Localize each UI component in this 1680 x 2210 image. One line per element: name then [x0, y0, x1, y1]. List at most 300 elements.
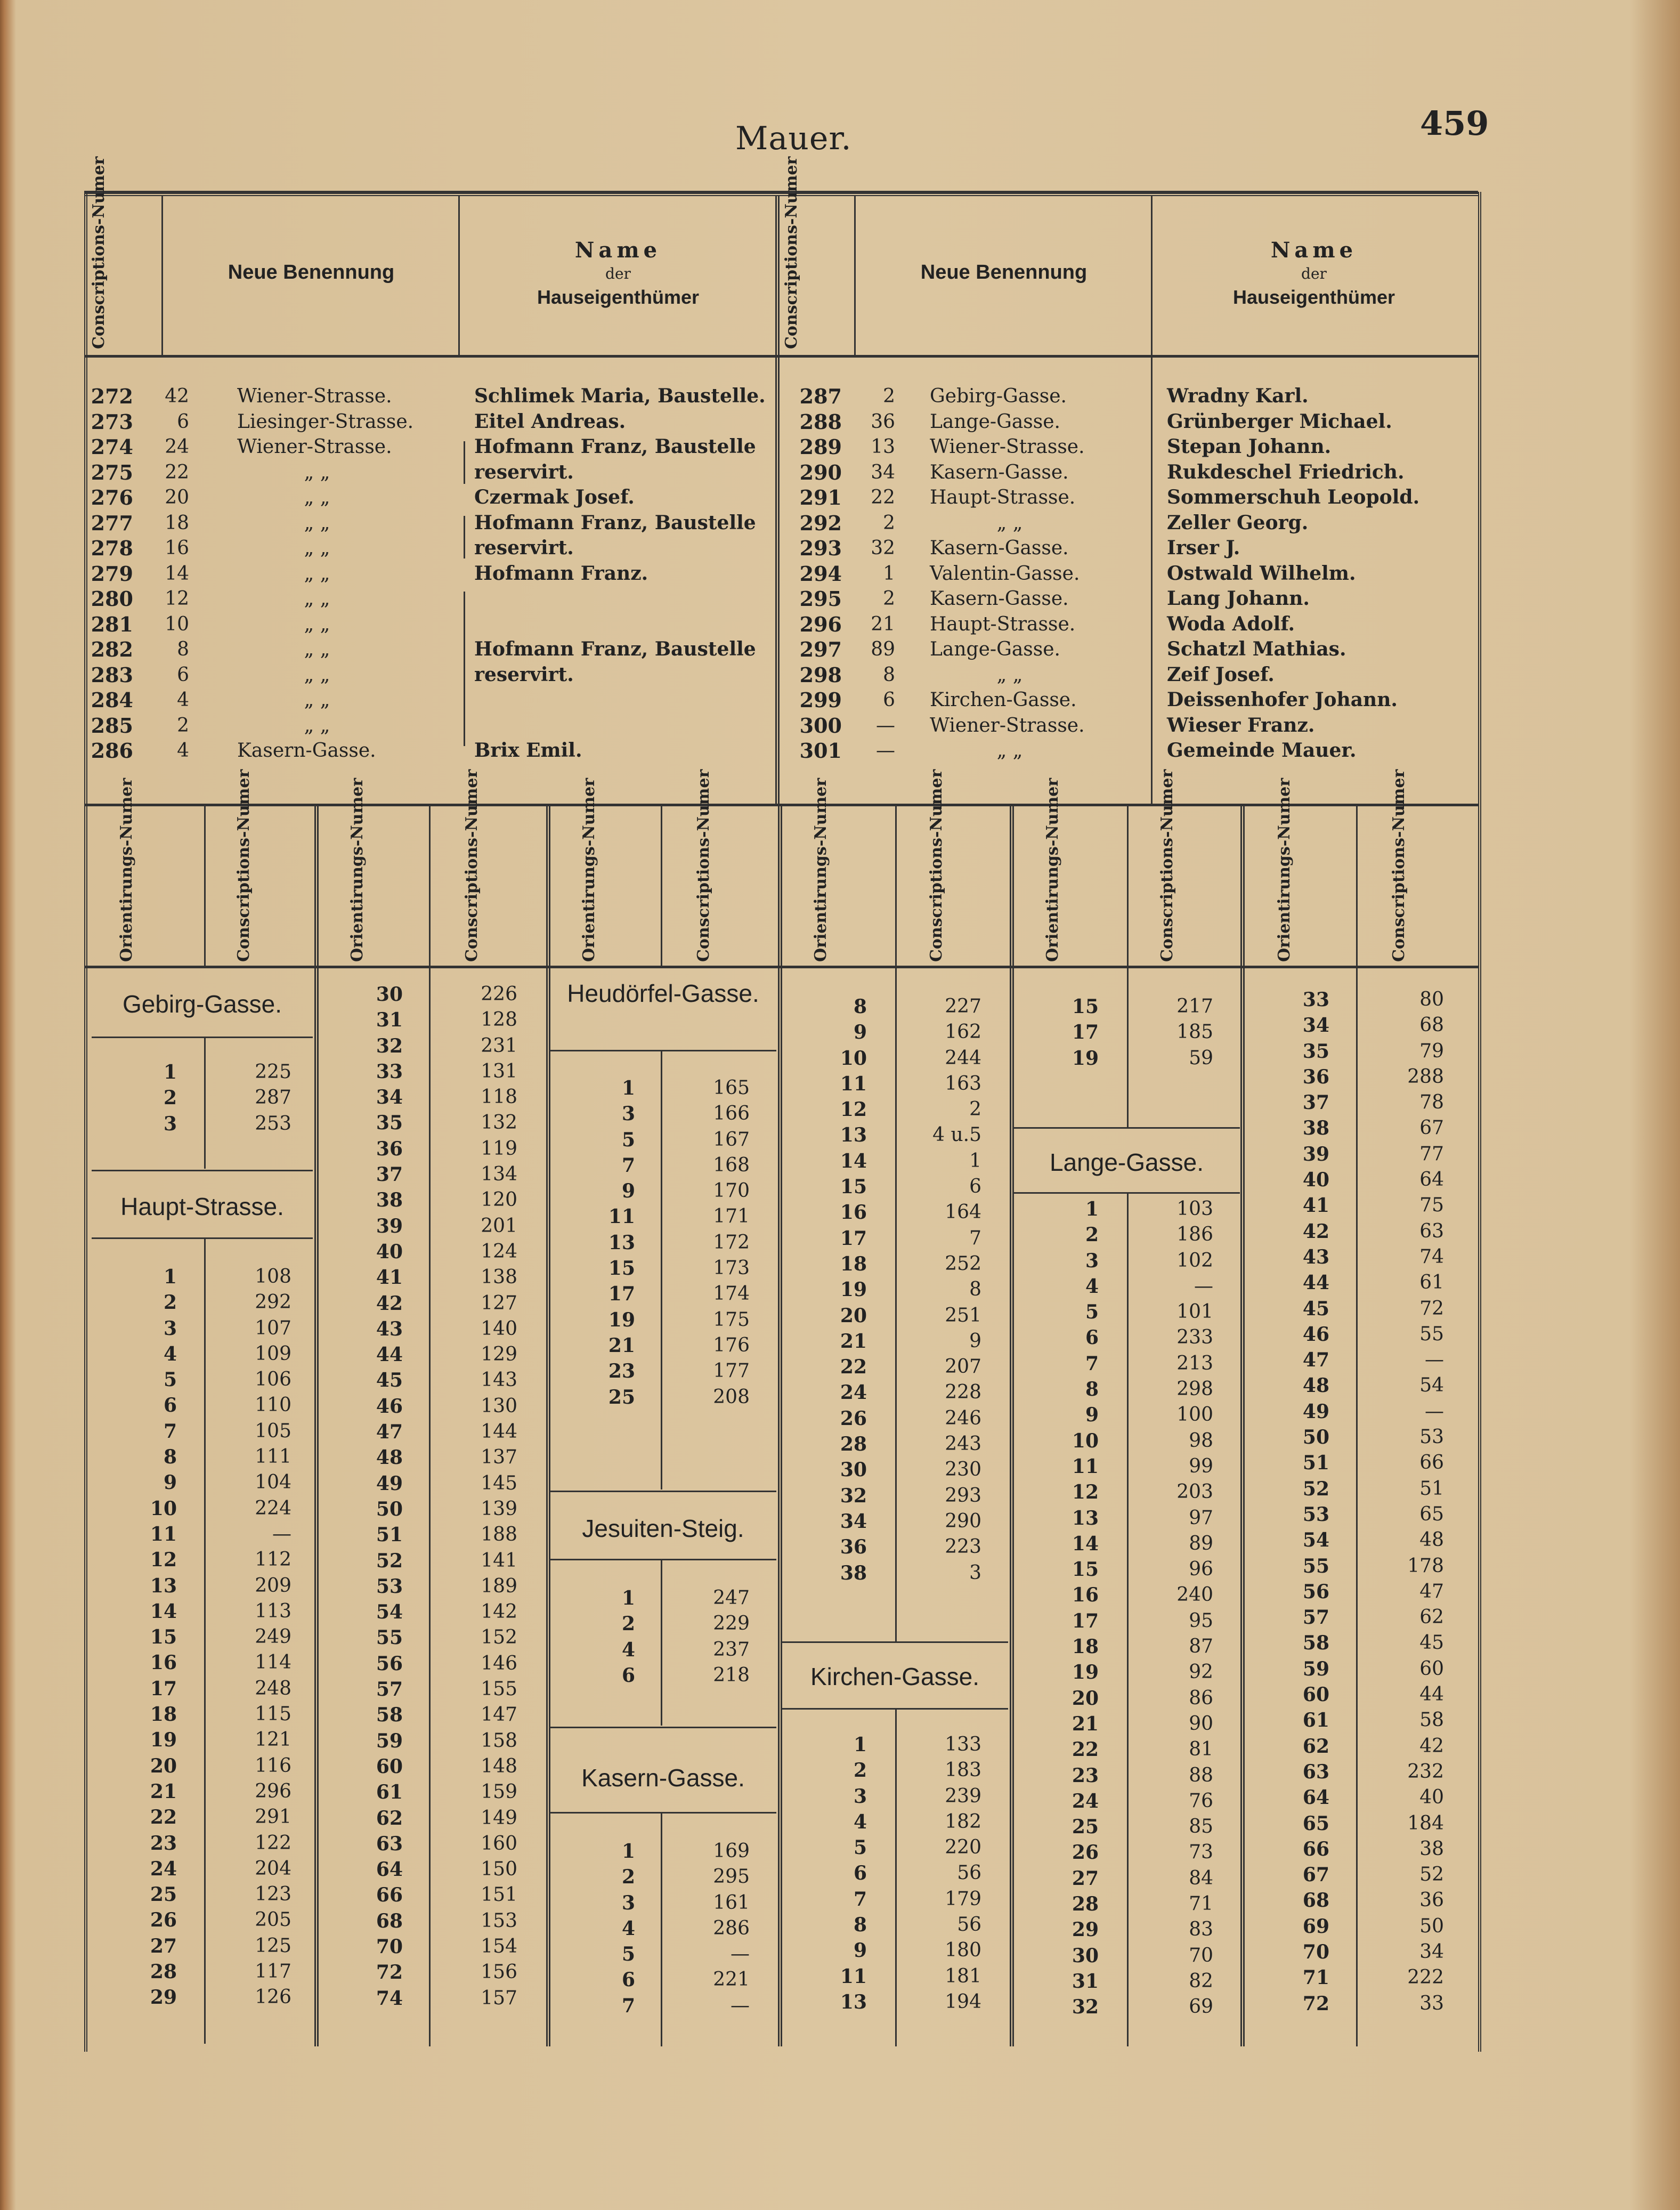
- conscription-number: 70: [1189, 1944, 1213, 1966]
- list-item: [1244, 1734, 1471, 1759]
- conscription-number: 298: [1176, 1378, 1213, 1401]
- conscription-number: 137: [481, 1446, 517, 1469]
- list-item: [782, 1938, 1008, 1963]
- list-item: [1244, 1167, 1471, 1193]
- conscription-number: 86: [1189, 1687, 1213, 1709]
- conscription-number: 38: [1419, 1837, 1444, 1860]
- orientation-number: 21: [840, 1330, 867, 1353]
- orientation-number: 46: [1302, 1323, 1329, 1346]
- orientation-number: 20: [840, 1304, 867, 1327]
- orientation-number: 5: [621, 1943, 635, 1966]
- conscription-number: 6: [969, 1176, 981, 1198]
- list-item: [318, 1908, 544, 1934]
- orientation-number: 6: [621, 1969, 635, 1992]
- orientation-number: 37: [1302, 1091, 1329, 1114]
- list-item: [550, 1890, 776, 1916]
- orientation-number: 7: [853, 1888, 867, 1911]
- conscription-number: —: [1425, 1400, 1444, 1422]
- list-item: [318, 1316, 544, 1342]
- conscription-number: 243: [945, 1433, 981, 1455]
- list-item: [92, 1393, 313, 1418]
- orientation-number: 57: [1302, 1606, 1329, 1629]
- orientation-number: 17: [150, 1677, 177, 1700]
- consc-header: Conscriptions-Numer: [694, 769, 713, 962]
- house-number: 13: [871, 436, 895, 458]
- orient-header: Orientirungs-Numer: [348, 778, 367, 962]
- street-name: „ „: [304, 613, 330, 635]
- street-name: „ „: [996, 663, 1023, 686]
- orientation-number: 20: [1072, 1687, 1099, 1710]
- list-item: [782, 1912, 1008, 1938]
- conscription-number: 62: [1419, 1606, 1444, 1629]
- list-item: [318, 1471, 544, 1496]
- orientation-number: 41: [1302, 1194, 1329, 1217]
- house-number: 89: [871, 638, 895, 660]
- conscription-number: 76: [1189, 1790, 1213, 1812]
- conscription-number: 132: [481, 1112, 517, 1134]
- street-name: Wiener-Strasse.: [930, 714, 1085, 736]
- orientation-number: 58: [376, 1704, 403, 1727]
- orientation-number: 14: [150, 1600, 177, 1623]
- conscription-number: 58: [1419, 1709, 1444, 1731]
- list-item: [782, 1483, 1008, 1509]
- conscription-number: 71: [1189, 1893, 1213, 1915]
- orientation-number: 15: [150, 1626, 177, 1649]
- list-item: [1244, 1270, 1471, 1296]
- conscription-number: 118: [481, 1086, 517, 1108]
- orientation-number: 13: [1072, 1507, 1099, 1529]
- list-item: [318, 1677, 544, 1702]
- orientation-number: 2: [163, 1291, 177, 1314]
- orientation-number: 38: [1302, 1117, 1329, 1140]
- consc-number: 290: [799, 460, 842, 484]
- owner-name: Gemeinde Mauer.: [1167, 739, 1357, 762]
- conscription-number: 183: [945, 1759, 981, 1782]
- consc-number: 282: [91, 637, 133, 661]
- rule: [782, 1641, 1008, 1643]
- orientation-number: 6: [853, 1862, 867, 1885]
- house-number: 14: [165, 562, 189, 585]
- orientation-number: 70: [376, 1935, 403, 1958]
- street-name: Haupt-Strasse.: [930, 613, 1076, 635]
- street-name: Wiener-Strasse.: [237, 385, 392, 407]
- conscription-number: 295: [713, 1866, 750, 1888]
- list-item: [1013, 1196, 1240, 1222]
- list-item: [1244, 1502, 1471, 1527]
- orientation-number: 63: [376, 1832, 403, 1855]
- orientation-number: 40: [376, 1240, 403, 1263]
- conscription-number: 179: [945, 1888, 981, 1910]
- orientation-number: 35: [376, 1112, 403, 1135]
- list-item: [550, 1839, 776, 1864]
- divider: [458, 196, 460, 355]
- list-item: [550, 1637, 776, 1663]
- orientation-number: 53: [1302, 1503, 1329, 1526]
- conscription-number: 1: [969, 1149, 981, 1172]
- consc-number: 292: [799, 511, 842, 535]
- conscription-number: 72: [1419, 1297, 1444, 1319]
- list-item: [1013, 1019, 1240, 1045]
- conscription-number: 60: [1419, 1657, 1444, 1680]
- conscription-number: 34: [1419, 1940, 1444, 1963]
- orientation-number: 2: [163, 1087, 177, 1110]
- orientation-number: 67: [1302, 1864, 1329, 1887]
- list-item: [318, 1651, 544, 1677]
- gebirg-gasse-list: [92, 1059, 313, 1137]
- brace: [464, 516, 465, 558]
- orientation-number: 30: [1072, 1944, 1099, 1967]
- conscription-number: 177: [713, 1360, 750, 1382]
- orientation-number: 23: [1072, 1764, 1099, 1787]
- table-row: [783, 561, 1476, 587]
- list-item: [1013, 1788, 1240, 1814]
- conscription-number: 149: [481, 1807, 517, 1829]
- divider: [161, 196, 163, 355]
- street-name: Haupt-Strasse.: [930, 487, 1076, 508]
- conscription-number: 170: [713, 1180, 750, 1202]
- street-name: Kasern-Gasse.: [237, 740, 376, 762]
- orientation-number: 1: [853, 1734, 867, 1756]
- house-number: 22: [871, 487, 895, 508]
- table-row: [783, 713, 1476, 739]
- conscription-number: 184: [1407, 1812, 1444, 1834]
- orient-header: Orientirungs-Numer: [811, 778, 830, 962]
- list-item: [1244, 1450, 1471, 1476]
- conscription-number: 84: [1189, 1867, 1213, 1889]
- conscription-number: 144: [481, 1421, 517, 1443]
- list-item: [1244, 1888, 1471, 1913]
- house-number: 8: [177, 638, 189, 660]
- table-row: [783, 536, 1476, 561]
- orientation-number: 9: [1085, 1404, 1099, 1427]
- owner-name: Zeller Georg.: [1167, 511, 1309, 534]
- table-row: [783, 738, 1476, 764]
- list-item: [92, 1599, 313, 1624]
- conscription-number: 85: [1189, 1816, 1213, 1838]
- conscription-number: 89: [1189, 1532, 1213, 1555]
- list-item: [782, 1329, 1008, 1354]
- conscription-number: 290: [945, 1510, 981, 1532]
- street-name: „ „: [304, 638, 330, 660]
- name-header-right: Name der Hauseigenthümer: [1232, 238, 1395, 308]
- list-item: [92, 1470, 313, 1495]
- consc-number: 283: [91, 662, 133, 687]
- orientation-number: 35: [1302, 1040, 1329, 1063]
- list-item: [1244, 1836, 1471, 1862]
- orientation-number: 3: [621, 1891, 635, 1914]
- conscription-number: 247: [713, 1587, 750, 1609]
- list-item: [1013, 1377, 1240, 1402]
- list-item: [318, 1702, 544, 1728]
- conscription-number: 56: [957, 1914, 981, 1936]
- conscription-number: 103: [1176, 1198, 1213, 1220]
- orientation-number: 13: [150, 1574, 177, 1597]
- conscription-number: 54: [1419, 1374, 1444, 1397]
- consc-number: 275: [91, 460, 133, 484]
- orientation-number: 61: [376, 1781, 403, 1804]
- list-item: [782, 1148, 1008, 1174]
- conscriptions-header-left: Conscriptions-Numer: [90, 156, 108, 349]
- orientation-number: 25: [608, 1386, 635, 1408]
- orientation-number: 11: [1072, 1455, 1099, 1478]
- table-row: [91, 687, 773, 713]
- conscription-number: 117: [255, 1961, 291, 1983]
- orientation-number: 25: [1072, 1816, 1099, 1839]
- list-item: [1244, 1219, 1471, 1244]
- owner-name: reservirt.: [474, 537, 574, 559]
- list-item: [1244, 1939, 1471, 1965]
- house-number: —: [876, 740, 895, 762]
- orientation-number: 7: [163, 1420, 177, 1443]
- orientation-number: 31: [1072, 1970, 1099, 1993]
- list-item: [782, 1989, 1008, 2015]
- orientation-number: 22: [840, 1356, 867, 1379]
- conscription-number: 156: [481, 1961, 517, 1984]
- orientation-number: 33: [376, 1060, 403, 1083]
- consc-number: 288: [799, 409, 842, 434]
- list-item: [92, 1831, 313, 1856]
- orientation-number: 15: [1072, 1558, 1099, 1581]
- consc-number: 286: [91, 739, 133, 763]
- rule: [550, 1491, 776, 1492]
- conscription-number: 248: [255, 1677, 291, 1699]
- conscription-number: 80: [1419, 989, 1444, 1010]
- conscription-number: 47: [1419, 1580, 1444, 1602]
- conscription-number: 155: [481, 1678, 517, 1701]
- conscription-number: 105: [255, 1420, 291, 1442]
- conscription-number: 166: [713, 1103, 750, 1125]
- house-number: 42: [165, 385, 189, 407]
- orientation-number: 12: [150, 1549, 177, 1572]
- orientation-number: 24: [1072, 1790, 1099, 1812]
- conscription-number: 173: [713, 1257, 750, 1280]
- orientation-number: 15: [608, 1257, 635, 1280]
- orientation-number: 69: [1302, 1915, 1329, 1938]
- heudoerfel-gasse-title: Heudörfel-Gasse.: [567, 979, 759, 1007]
- list-item: [1013, 1917, 1240, 1942]
- list-item: [782, 1732, 1008, 1758]
- conscription-number: 154: [481, 1935, 517, 1957]
- conscription-number: 151: [481, 1884, 517, 1906]
- orientation-number: 1: [621, 1077, 635, 1099]
- orientation-number: 17: [1072, 1021, 1099, 1044]
- list-item: [782, 1431, 1008, 1457]
- list-item: [1244, 1347, 1471, 1373]
- orientation-number: 22: [150, 1806, 177, 1829]
- conscription-number: 288: [1407, 1065, 1444, 1088]
- rule: [1013, 1127, 1240, 1129]
- owner-name: Wradny Karl.: [1167, 385, 1309, 407]
- list-item: [92, 1316, 313, 1341]
- orientation-number: 38: [376, 1189, 403, 1212]
- list-item: [1244, 1476, 1471, 1502]
- orientation-number: 6: [621, 1664, 635, 1687]
- orientation-number: 4: [621, 1917, 635, 1940]
- orientation-number: 16: [840, 1201, 867, 1224]
- conscription-number: 116: [255, 1754, 291, 1777]
- heudoerfel-gasse-list: [550, 1075, 776, 1410]
- conscription-number: 161: [713, 1891, 750, 1914]
- table-row: [783, 460, 1476, 485]
- rule: [550, 1559, 776, 1560]
- orientation-number: 55: [376, 1626, 403, 1649]
- house-number: 18: [165, 512, 189, 534]
- list-item: [92, 1933, 313, 1959]
- conscription-number: 36: [1419, 1889, 1444, 1912]
- orientation-number: 19: [840, 1278, 867, 1301]
- list-item: [92, 1985, 313, 2010]
- orientation-number: 7: [621, 1154, 635, 1177]
- list-item: [1244, 1656, 1471, 1682]
- list-item: [318, 1574, 544, 1599]
- conscription-number: 56: [957, 1862, 981, 1884]
- orientation-number: 74: [376, 1987, 403, 2010]
- list-item: [782, 1046, 1008, 1071]
- kirchen-gasse-list: [782, 1732, 1008, 2015]
- table-row: [91, 586, 773, 612]
- conscription-number: 188: [481, 1524, 517, 1546]
- orientation-number: 68: [376, 1909, 403, 1932]
- conscription-number: 233: [1176, 1326, 1213, 1349]
- list-item: [1013, 1891, 1240, 1917]
- conscription-number: 249: [255, 1626, 291, 1648]
- orientation-number: 53: [376, 1575, 403, 1598]
- orientation-number: 23: [150, 1832, 177, 1855]
- list-item: [550, 1075, 776, 1101]
- conscription-number: 107: [255, 1317, 291, 1339]
- divider: [1151, 196, 1153, 355]
- list-item: [92, 1882, 313, 1907]
- brace: [464, 592, 465, 746]
- orientation-number: 56: [1302, 1580, 1329, 1603]
- list-item: [1013, 994, 1240, 1019]
- orientation-number: 64: [1302, 1786, 1329, 1809]
- conscription-number: —: [1425, 1349, 1444, 1371]
- orientation-number: 17: [1072, 1609, 1099, 1632]
- owner-name: Irser J.: [1167, 537, 1240, 559]
- list-item: [318, 1882, 544, 1908]
- house-number: 20: [165, 487, 189, 508]
- conscription-number: 221: [713, 1969, 750, 1991]
- conscription-number: 2: [969, 1098, 981, 1121]
- list-item: [318, 1213, 544, 1239]
- conscription-number: 239: [945, 1785, 981, 1807]
- orientation-number: 49: [1302, 1400, 1329, 1423]
- conscription-number: 67: [1419, 1117, 1444, 1139]
- list-item: [1013, 1299, 1240, 1325]
- haupt-strasse-cont-list: [318, 982, 544, 2011]
- list-item: [782, 1174, 1008, 1200]
- orientation-number: 4: [853, 1810, 867, 1833]
- list-item: [1244, 1579, 1471, 1605]
- list-item: [1013, 1840, 1240, 1865]
- list-item: [782, 1784, 1008, 1809]
- orientation-number: 24: [840, 1381, 867, 1404]
- owner-name: Eitel Andreas.: [474, 410, 626, 433]
- orientation-number: 28: [1072, 1893, 1099, 1916]
- conscription-number: 124: [481, 1240, 517, 1262]
- list-item: [92, 1085, 313, 1111]
- list-item: [1013, 1763, 1240, 1788]
- orientation-number: 52: [376, 1549, 403, 1572]
- orientation-number: 17: [608, 1283, 635, 1306]
- list-item: [1244, 1373, 1471, 1398]
- list-item: [550, 1101, 776, 1127]
- house-number: 22: [165, 461, 189, 483]
- list-item: [1013, 1248, 1240, 1274]
- house-number: 6: [177, 410, 189, 433]
- list-item: [550, 1281, 776, 1307]
- orientation-number: 3: [1085, 1249, 1099, 1272]
- orientation-number: 1: [621, 1840, 635, 1863]
- street-name: Liesinger-Strasse.: [237, 410, 414, 433]
- conscription-number: 77: [1419, 1143, 1444, 1165]
- orientation-number: 24: [150, 1857, 177, 1880]
- orientation-number: 52: [1302, 1477, 1329, 1500]
- list-item: [782, 1251, 1008, 1277]
- owner-name: Zeif Josef.: [1167, 663, 1275, 686]
- house-number: 2: [177, 714, 189, 736]
- conscription-number: 131: [481, 1060, 517, 1082]
- orientation-number: 19: [608, 1308, 635, 1331]
- list-item: [92, 1521, 313, 1547]
- list-item: [318, 1033, 544, 1059]
- orientation-number: 25: [150, 1883, 177, 1906]
- table-row: [783, 511, 1476, 536]
- list-item: [782, 1860, 1008, 1886]
- list-item: [92, 1419, 313, 1444]
- table-row: [783, 662, 1476, 688]
- orient-header: Orientirungs-Numer: [1275, 778, 1294, 962]
- conscription-number: 194: [945, 1990, 981, 2013]
- owner-name: Stepan Johann.: [1167, 435, 1332, 458]
- list-item: [782, 1122, 1008, 1148]
- conscription-number: 59: [1189, 1047, 1213, 1069]
- orientation-number: 21: [150, 1780, 177, 1803]
- list-item: [92, 1573, 313, 1599]
- orientation-number: 58: [1302, 1632, 1329, 1655]
- conscription-number: 8: [969, 1278, 981, 1301]
- conscription-number: 232: [1407, 1760, 1444, 1783]
- page-title: Mauer.: [735, 120, 852, 157]
- consc-header: Conscriptions-Numer: [927, 769, 946, 962]
- orientation-number: 28: [840, 1433, 867, 1456]
- conscription-number: 220: [945, 1836, 981, 1859]
- orientation-number: 26: [150, 1909, 177, 1932]
- conscription-number: 88: [1189, 1764, 1213, 1786]
- street-name: Kasern-Gasse.: [930, 537, 1069, 559]
- list-item: [92, 1907, 313, 1933]
- list-item: [782, 1534, 1008, 1560]
- orientation-number: 1: [163, 1266, 177, 1288]
- house-number: 34: [871, 461, 895, 483]
- conscription-number: 106: [255, 1369, 291, 1391]
- list-item: [92, 1650, 313, 1675]
- orientation-number: 2: [621, 1613, 635, 1636]
- list-item: [318, 1007, 544, 1033]
- list-item: [1244, 1322, 1471, 1347]
- list-item: [1244, 1682, 1471, 1707]
- conscription-number: 68: [1419, 1014, 1444, 1037]
- kasern-gasse-title: Kasern-Gasse.: [581, 1764, 745, 1792]
- consc-number: 278: [91, 536, 133, 560]
- consc-number: 274: [91, 435, 133, 459]
- owner-name: Schlimek Maria, Baustelle.: [474, 385, 766, 407]
- conscription-number: 119: [481, 1137, 517, 1160]
- list-item: [318, 1986, 544, 2011]
- list-item: [550, 1178, 776, 1204]
- conscription-number: 157: [481, 1987, 517, 2009]
